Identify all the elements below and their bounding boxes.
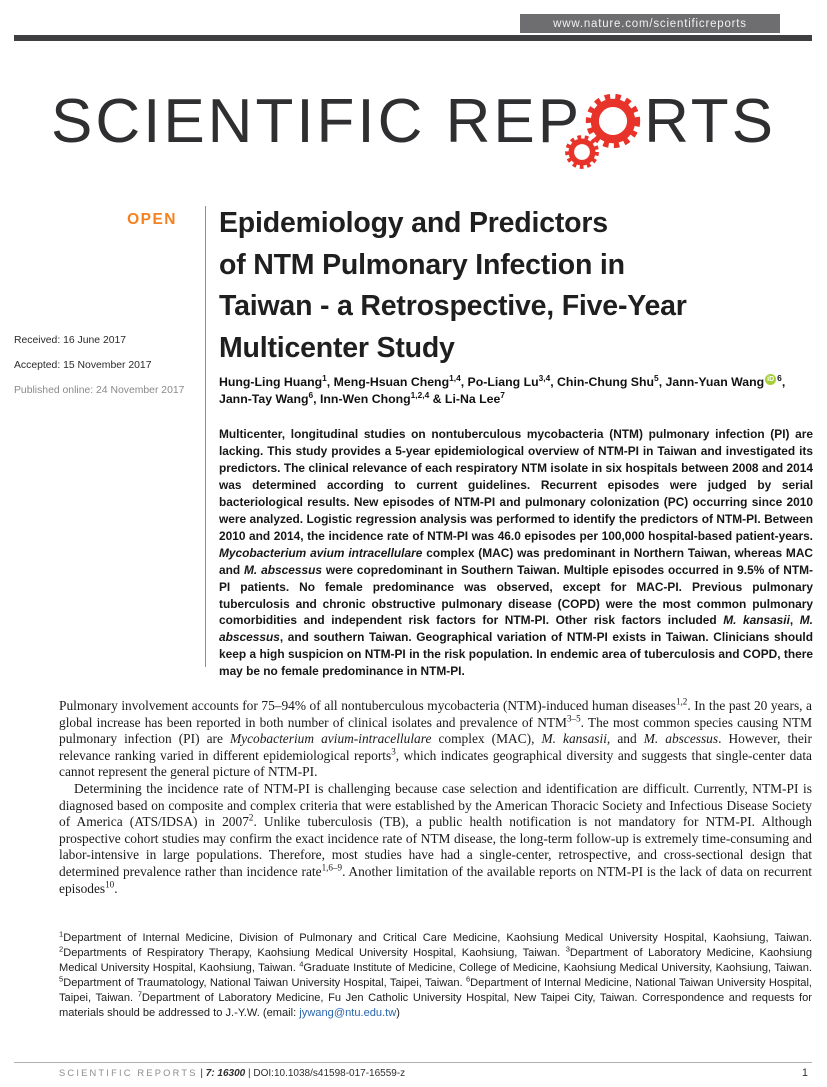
open-access-label: OPEN bbox=[127, 211, 177, 228]
article-body bbox=[59, 698, 812, 897]
author-list bbox=[219, 374, 819, 407]
title-line-1: Epidemiology and Predictors bbox=[219, 207, 608, 239]
column-divider bbox=[205, 206, 206, 667]
title-line-4: Multicenter Study bbox=[219, 331, 455, 364]
paragraph-1: Pulmonary involvement accounts for 75–94% of all nontuberculous mycobacteria (NTM)-induced human diseases$^{1,2}$. In the past 20 years, a global increase has been reported in both number of clinical isolates and prevalence of NTM$^{3-5}$. The most common species causing NTM pulmonary infection (PI) are Mycobacterium avium-intracellulare complex (MAC), M. kansasii, and M. abscessus. However, their relevance ranking varied in different epidemiological reports$^3$, which indicates geographical diversity and suggests that single-center data cannot represent the general picture of NTM-PI. bbox=[59, 696, 812, 780]
abstract: Multicenter, longitudinal studies on nontuberculous mycobacteria (NTM) pulmonary infection (PI) are lacking. This study provides a 5-year epidemiological overview of NTM-PI in Taiwan and investigated its predictors. The clinical relevance of each respiratory NTM isolate in six hospitals between 2008 and 2014 was determined according to current guidelines. Recurrent episodes were judged by serial bacteriological results. New episodes of NTM-PI and pulmonary colonization (PC) occurring since 2010 were analyzed. Logistic regression analysis was performed to identify the predictors of NTM-PI. Between 2010 and 2014, the incidence rate of NTM-PI was 46.0 episodes per 100,000 hospital-based patient-years. Mycobacterium avium intracellulare complex (MAC) was predominant in Northern Taiwan, whereas MAC and M. abscessus were copredominant in Southern Taiwan. Multiple episodes occurred in 9.5% of NTM-PI patients. No female predominance was observed, except for MAC-PI. Previous pulmonary tuberculosis and chronic obstructive pulmonary disease (COPD) were the most common pulmonary comorbidities and independent risk factors for NTM-PI. Other risk factors included M. kansasii, M. abscessus, and southern Taiwan. Geographical variation of NTM-PI exists in Taiwan. Clinicians should keep a high suspicion on NTM-PI in the risk population. In endemic area of tuberculosis and COPD, there may be no female predominance in NTM-PI. bbox=[219, 427, 814, 679]
article-title bbox=[219, 203, 819, 369]
logo-text-right: RTS bbox=[644, 86, 777, 156]
accepted-date: Accepted: 15 November 2017 bbox=[14, 360, 152, 371]
email-link[interactable]: jywang@ntu.edu.tw bbox=[299, 1007, 397, 1020]
logo-text-left: SCIENTIFIC REP bbox=[50, 86, 583, 156]
orcid-icon bbox=[765, 374, 776, 385]
journal-url-banner bbox=[520, 14, 780, 33]
article-dates bbox=[14, 334, 202, 409]
footer-citation: SCIENTIFIC REPORTS | 7: 16300 | DOI:10.1038/s41598-017-16559-z bbox=[59, 1068, 406, 1079]
journal-logo bbox=[0, 84, 827, 158]
authors-line-2: Jann-Tay Wang$^6$, Inn-Wen Chong$^{1,2,4}$ & Li-Na Lee$^7$ bbox=[219, 389, 505, 406]
gear-small-icon bbox=[564, 134, 600, 170]
page-number: 1 bbox=[801, 1067, 808, 1079]
gear-logo bbox=[584, 92, 642, 150]
authors-line-1: Hung-Ling Huang$^1$, Meng-Hsuan Cheng$^{1,4}$, Po-Liang Lu$^{3,4}$, Chin-Chung Shu$^5$, Jann-Yuan Wang iD $^6$, bbox=[219, 374, 819, 391]
journal-url-text: www.nature.com/scientificreports bbox=[553, 17, 747, 30]
title-line-3: Taiwan - a Retrospective, Five-Year bbox=[219, 290, 687, 322]
title-line-2: of NTM Pulmonary Infection in bbox=[219, 248, 625, 281]
footer-rule bbox=[14, 1062, 812, 1063]
paragraph-2: Determining the incidence rate of NTM-PI is challenging because case selection and identification are difficult. Currently, NTM-PI is diagnosed based on composite and complex criteria that were established by the American Thoracic Society and Infectious Disease Society of America (ATS/IDSA) in 2007$^2$. Unlike tuberculosis (TB), a public health notification is not mandatory for NTM-PI. Although prospective cohort studies may confirm the exact incidence rate of NTM disease, the long-term follow-up is extremely time-consuming and labor-intensive in large populations. Therefore, most studies have had a single-center, retrospective, and cross-sectional design that determined prevalence rather than incidence rate$^{1,6-9}$. Another limitation of the available reports on NTM-PI is the lack of data on recurrent episodes$^{10}$. bbox=[59, 780, 812, 896]
affiliations: $^1$Department of Internal Medicine, Division of Pulmonary and Critical Care Medicine, Kaohsiung Medical University Hospital, Kaohsiung, Taiwan. $^2$Departments of Respiratory Therapy, Kaohsiung Medical University Hospital, Kaohsiung, Taiwan. $^3$Department of Laboratory Medicine, Kaohsiung Medical University Hospital, Kaohsiung, Taiwan. $^4$Graduate Institute of Medicine, College of Medicine, Kaohsiung Medical University, Kaohsiung, Taiwan. $^5$Department of Traumatology, National Taiwan University Hospital, Taipei, Taiwan. $^6$Department of Internal Medicine, National Taiwan University Hospital, Taipei, Taiwan. $^7$Department of Laboratory Medicine, Fu Jen Catholic University Hospital, New Taipei City, Taiwan. Correspondence and requests for materials should be addressed to J.-Y.W. (email: jywang@ntu.edu.tw) bbox=[59, 929, 812, 1020]
published-date: Published online: 24 November 2017 bbox=[14, 385, 185, 396]
masthead-rule bbox=[14, 35, 812, 41]
received-date: Received: 16 June 2017 bbox=[14, 335, 127, 346]
